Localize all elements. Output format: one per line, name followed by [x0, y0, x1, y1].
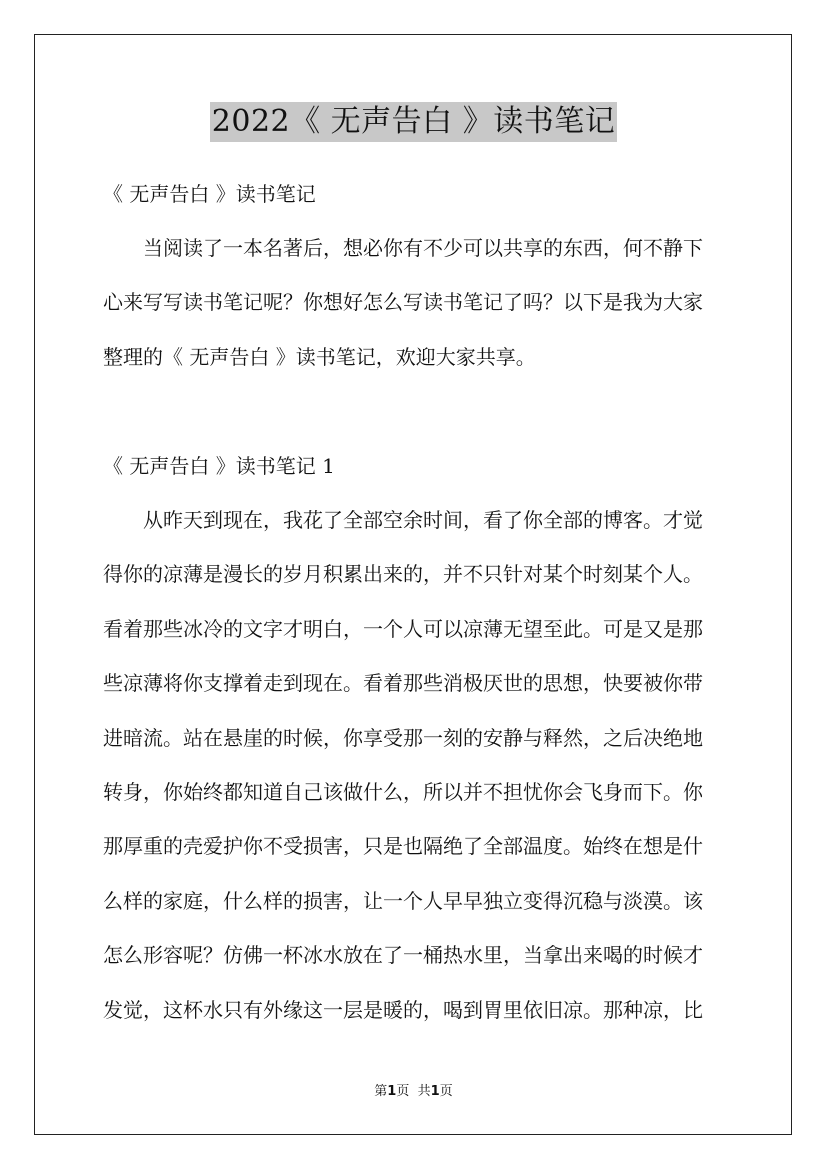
- document-subtitle: 《 无声告白 》读书笔记: [103, 182, 316, 206]
- footer-total-prefix: 共: [417, 1084, 431, 1099]
- body-line: 些凉薄将你支撑着走到现在。看着那些消极厌世的思想，快要被你带: [103, 671, 703, 696]
- document-title: 2022《 无声告白 》读书笔记: [210, 102, 617, 142]
- body-line: 进暗流。站在悬崖的时候，你享受那一刻的安静与释然，之后决绝地: [103, 725, 703, 750]
- intro-line: 当阅读了一本名著后，想必你有不少可以共享的东西，何不静下: [143, 236, 703, 260]
- body-line: 么样的家庭，什么样的损害，让一个人早早独立变得沉稳与淡漠。该: [103, 888, 703, 913]
- body-line: 得你的凉薄是漫长的岁月积累出来的，并不只针对某个时刻某个人。: [103, 562, 703, 587]
- intro-paragraph: [103, 221, 743, 384]
- body-line: 发觉，这杯水只有外缘这一层是暖的，喝到胃里依旧凉。那种凉，比: [103, 997, 703, 1022]
- intro-line: 心来写写读书笔记呢？你想好怎么写读书笔记了吗？以下是我为大家: [103, 290, 703, 315]
- body-line: 怎么形容呢？仿佛一杯冰水放在了一桶热水里，当拿出来喝的时候才: [103, 943, 703, 968]
- footer-page-suffix: 页: [396, 1084, 410, 1099]
- footer-page-prefix: 第: [374, 1084, 388, 1099]
- body-paragraph: [103, 493, 743, 1037]
- body-line: 看着那些冰冷的文字才明白，一个人可以凉薄无望至此。可是又是那: [103, 616, 703, 641]
- body-line: 那厚重的壳爱护你不受损害，只是也隔绝了全部温度。始终在想是什: [103, 834, 703, 859]
- intro-line: 整理的《 无声告白 》读书笔记，欢迎大家共享。: [103, 344, 536, 369]
- page-footer: [0, 1083, 827, 1101]
- body-line: 转身，你始终都知道自己该做什么，所以并不担忧你会飞身而下。你: [103, 780, 703, 805]
- footer-page-number: 1: [387, 1084, 397, 1099]
- body-line: 从昨天到现在，我花了全部空余时间，看了你全部的博客。才觉: [143, 508, 703, 532]
- footer-total-suffix: 页: [439, 1084, 453, 1099]
- section-heading: 《 无声告白 》读书笔记 1: [103, 454, 335, 478]
- title-wrap: [0, 102, 827, 142]
- footer-total-number: 1: [430, 1084, 440, 1099]
